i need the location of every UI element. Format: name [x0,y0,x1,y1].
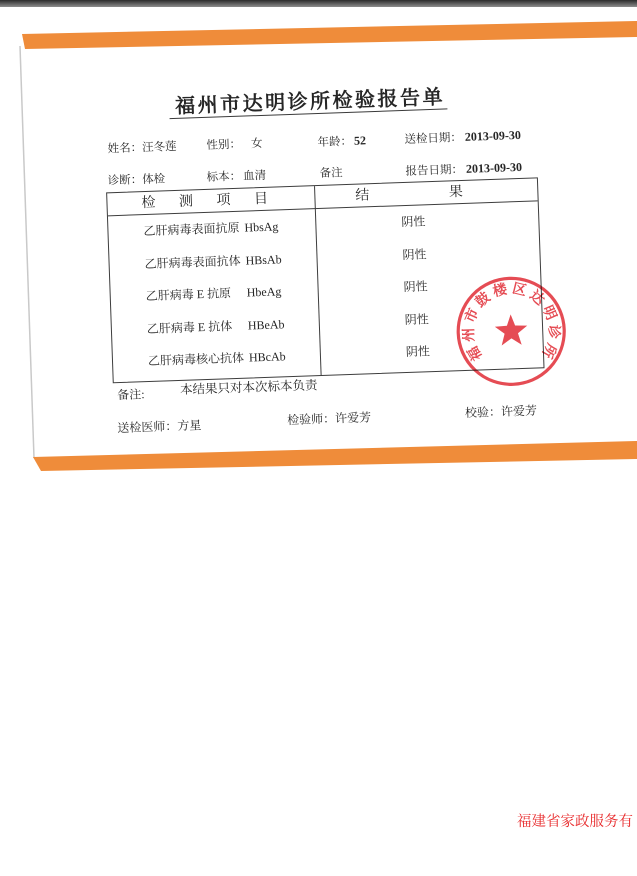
patient-gender [206,137,262,153]
patient-age [317,133,366,150]
patient-name-value: 汪冬莲 [141,140,177,155]
header-test-item: 检 测 项 目 [141,191,269,212]
report-title: 福州市达明诊所检验报告单 [174,84,446,118]
footer-note-label: 备注: [116,387,145,403]
patient-name-label: 姓名： [107,142,143,156]
header-result: 结 果 [355,184,464,204]
submit-date [404,128,521,147]
test-item: 乙肝病毒表面抗体 [144,253,241,271]
submit-date-label: 送检日期： [404,131,463,146]
test-result: 阴性 [403,279,428,295]
test-result: 阴性 [401,214,426,230]
specimen [206,169,266,185]
verifier-label: 校验： [464,404,502,421]
report-date-label: 报告日期： [405,163,464,178]
patient-age-value: 52 [353,133,367,148]
diagnosis-label: 诊断： [107,174,143,188]
lab-technician [287,410,371,427]
test-item: 乙肝病毒表面抗原 [143,220,240,239]
report-date [405,160,522,179]
diagnosis-value: 体检 [141,173,166,187]
sending-doctor [117,418,201,435]
test-item: 乙肝病毒核心抗体 [147,350,245,369]
test-result: 阴性 [404,311,429,327]
test-code: HbeAg [246,284,282,300]
test-result: 阴性 [402,246,427,262]
test-code: HBsAb [245,251,282,268]
lab-technician-label: 检验师： [286,411,336,428]
remark-label: 备注 [319,167,343,180]
footer-note: 本结果只对本次标本负责 [179,378,318,397]
verifier-value: 许爱芳 [500,403,538,419]
seal-star-icon [494,314,527,346]
lab-technician-value: 许爱芳 [334,410,372,426]
verifier [465,403,537,420]
test-item: 乙肝病毒 E 抗体 [146,318,233,336]
patient-name [107,140,176,156]
sending-doctor-value: 方星 [177,418,202,434]
patient-age-label: 年龄： [317,135,353,149]
specimen-value: 血清 [242,169,267,183]
test-code: HbsAg [244,219,279,235]
sending-doctor-label: 送检医师： [117,419,178,436]
diagnosis [107,172,165,188]
test-result: 阴性 [405,344,431,360]
specimen-label: 标本： [206,170,242,184]
test-item: 乙肝病毒 E 抗原 [145,286,232,304]
watermark-text: 福建省家政服务有 [517,814,633,830]
test-code: HBcAb [248,349,286,365]
patient-gender-value: 女 [250,137,263,151]
test-code: HBeAb [247,316,285,333]
submit-date-value: 2013-09-30 [464,127,522,144]
report-date-value: 2013-09-30 [465,159,523,176]
clinic-seal [452,272,570,390]
seal-text-path: 福州市鼓楼区达明诊所 [460,280,562,364]
patient-gender-label: 性别： [206,138,242,152]
